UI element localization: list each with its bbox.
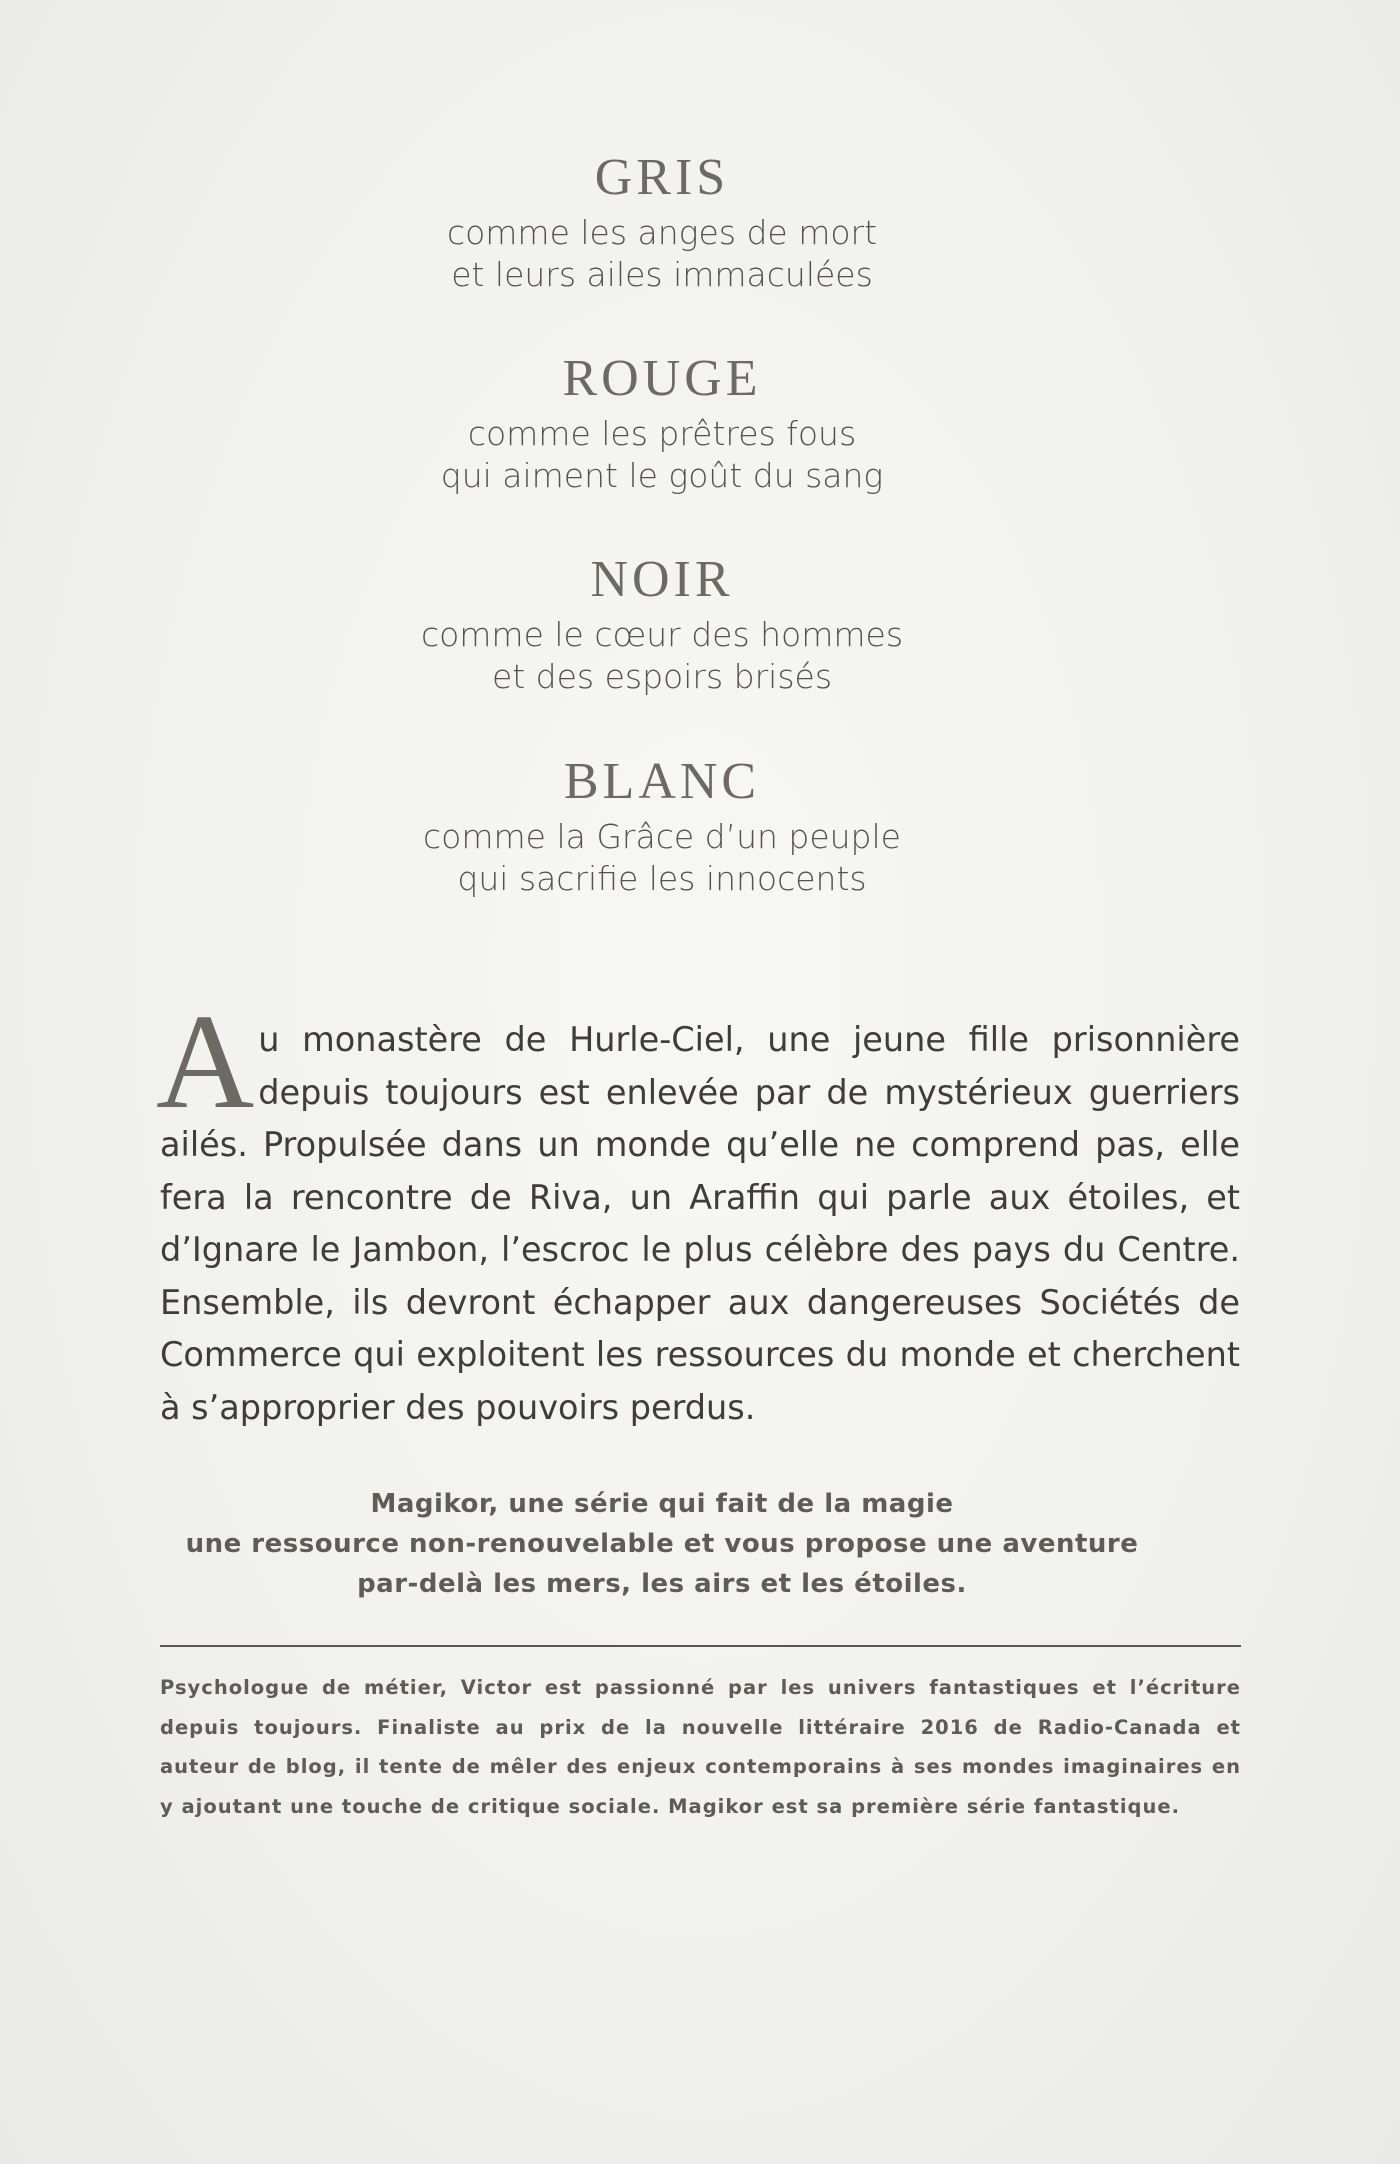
color-line: comme le cœur des hommes	[420, 615, 904, 654]
color-line: comme les anges de mort	[446, 213, 878, 252]
color-stanza-blanc	[0, 752, 1324, 900]
series-tagline	[0, 1484, 1324, 1604]
author-bio: Psychologue de métier, Victor est passionné par les univers fantastiques et l’écriture depuis toujours. Finaliste au prix de la nouvelle littéraire 2016 de Radio-Canada et auteur de blog, il tente de mêler des enjeux contemporains à ses mondes imaginaires en y ajoutant une touche de critique sociale. Magikor est sa première série fantastique.	[160, 1676, 1241, 1818]
color-word: NOIR	[590, 551, 734, 608]
color-line: comme les prêtres fous	[467, 414, 857, 453]
color-line: et des espoirs brisés	[491, 657, 833, 696]
color-word: GRIS	[594, 149, 730, 206]
divider	[160, 1645, 1241, 1647]
drop-cap: A	[156, 987, 255, 1137]
tagline-line: Magikor, une série qui fait de la magie	[370, 1489, 954, 1519]
color-stanza-gris	[0, 148, 1324, 296]
color-stanza-rouge	[0, 349, 1324, 497]
color-line: et leurs ailes immaculées	[451, 255, 873, 294]
color-word: ROUGE	[562, 350, 762, 407]
synopsis-text: u monastère de Hurle-Ciel, une jeune fille prisonnière depuis toujours est enlevée par de mystérieux guerriers ailés. Propulsée dans un monde qu’elle ne comprend pas, elle fera la rencontre de Riva, un Araffin qui parle aux étoiles, et d’Ignare le Jambon, l’escroc le plus célèbre des pays du Centre. Ensemble, ils devront échapper aux dangereuses Sociétés de Commerce qui exploitent les ressources du monde et cherchent à s’approprier des pouvoirs perdus.	[160, 1020, 1240, 1427]
color-word: BLANC	[563, 753, 761, 810]
color-line: qui sacrifie les innocents	[457, 859, 867, 898]
color-stanza-noir	[0, 550, 1324, 698]
color-line: comme la Grâce d’un peuple	[423, 817, 901, 856]
tagline-line: par-delà les mers, les airs et les étoiles.	[357, 1569, 967, 1599]
color-line: qui aiment le goût du sang	[440, 456, 884, 495]
synopsis-paragraph	[156, 987, 1240, 1434]
tagline-line: une ressource non-renouvelable et vous propose une aventure	[185, 1529, 1139, 1559]
